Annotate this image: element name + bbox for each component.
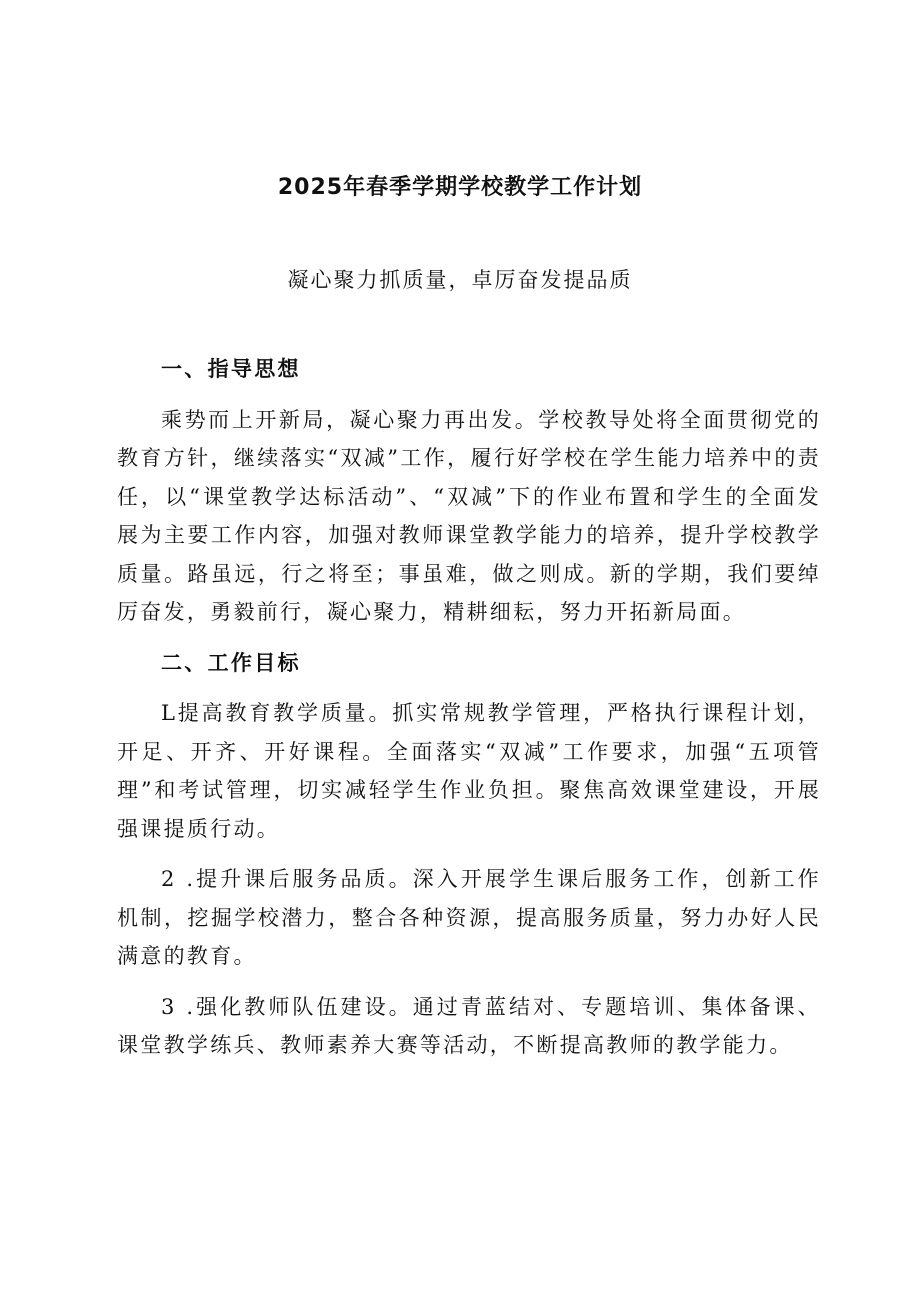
spacer	[117, 976, 821, 988]
paragraph-goal-3: 3 .强化教师队伍建设。通过青蓝结对、专题培训、集体备课、课堂教学练兵、教师素养大赛等活动，不断提高教师的教学能力。	[117, 994, 821, 1057]
document-body	[117, 350, 821, 1065]
section-heading-work-goals: 二、工作目标	[161, 650, 301, 675]
section-heading-guiding-ideology: 一、指导思想	[161, 357, 301, 381]
spacer	[117, 389, 821, 401]
spacer	[117, 848, 821, 860]
paragraph-guiding-ideology: 乘势而上开新局，凝心聚力再出发。学校教导处将全面贯彻党的教育方针，继续落实“双减”工作，履行好学校在学生能力培养中的责任，以“课堂教学达标活动”、“双减”下的作业布置和学生的全面发展为主要工作内容，加强对教师课堂教学能力的培养，提升学校教学质量。路虽远，行之将至；事虽难，做之则成。新的学期，我们要绰厉奋发，勇毅前行，凝心聚力，精耕细耘，努力开拓新局面。	[117, 407, 821, 624]
paragraph-goal-1: L提高教育教学质量。抓实常规教学管理，严格执行课程计划，开足、开齐、开好课程。全面落实“双减”工作要求，加强“五项管理”和考试管理，切实减轻学生作业负担。聚焦高效课堂建设，开展强课提质行动。	[117, 701, 821, 841]
document-subtitle: 凝心聚力抓质量，卓厉奋发提品质	[287, 268, 633, 292]
spacer	[117, 632, 821, 644]
document-title: 2025年春季学期学校教学工作计划	[277, 175, 643, 200]
spacer	[117, 682, 821, 694]
paragraph-goal-2: 2 .提升课后服务品质。深入开展学生课后服务工作，创新工作机制，挖掘学校潜力，整合各种资源，提高服务质量，努力办好人民满意的教育。	[117, 867, 821, 968]
